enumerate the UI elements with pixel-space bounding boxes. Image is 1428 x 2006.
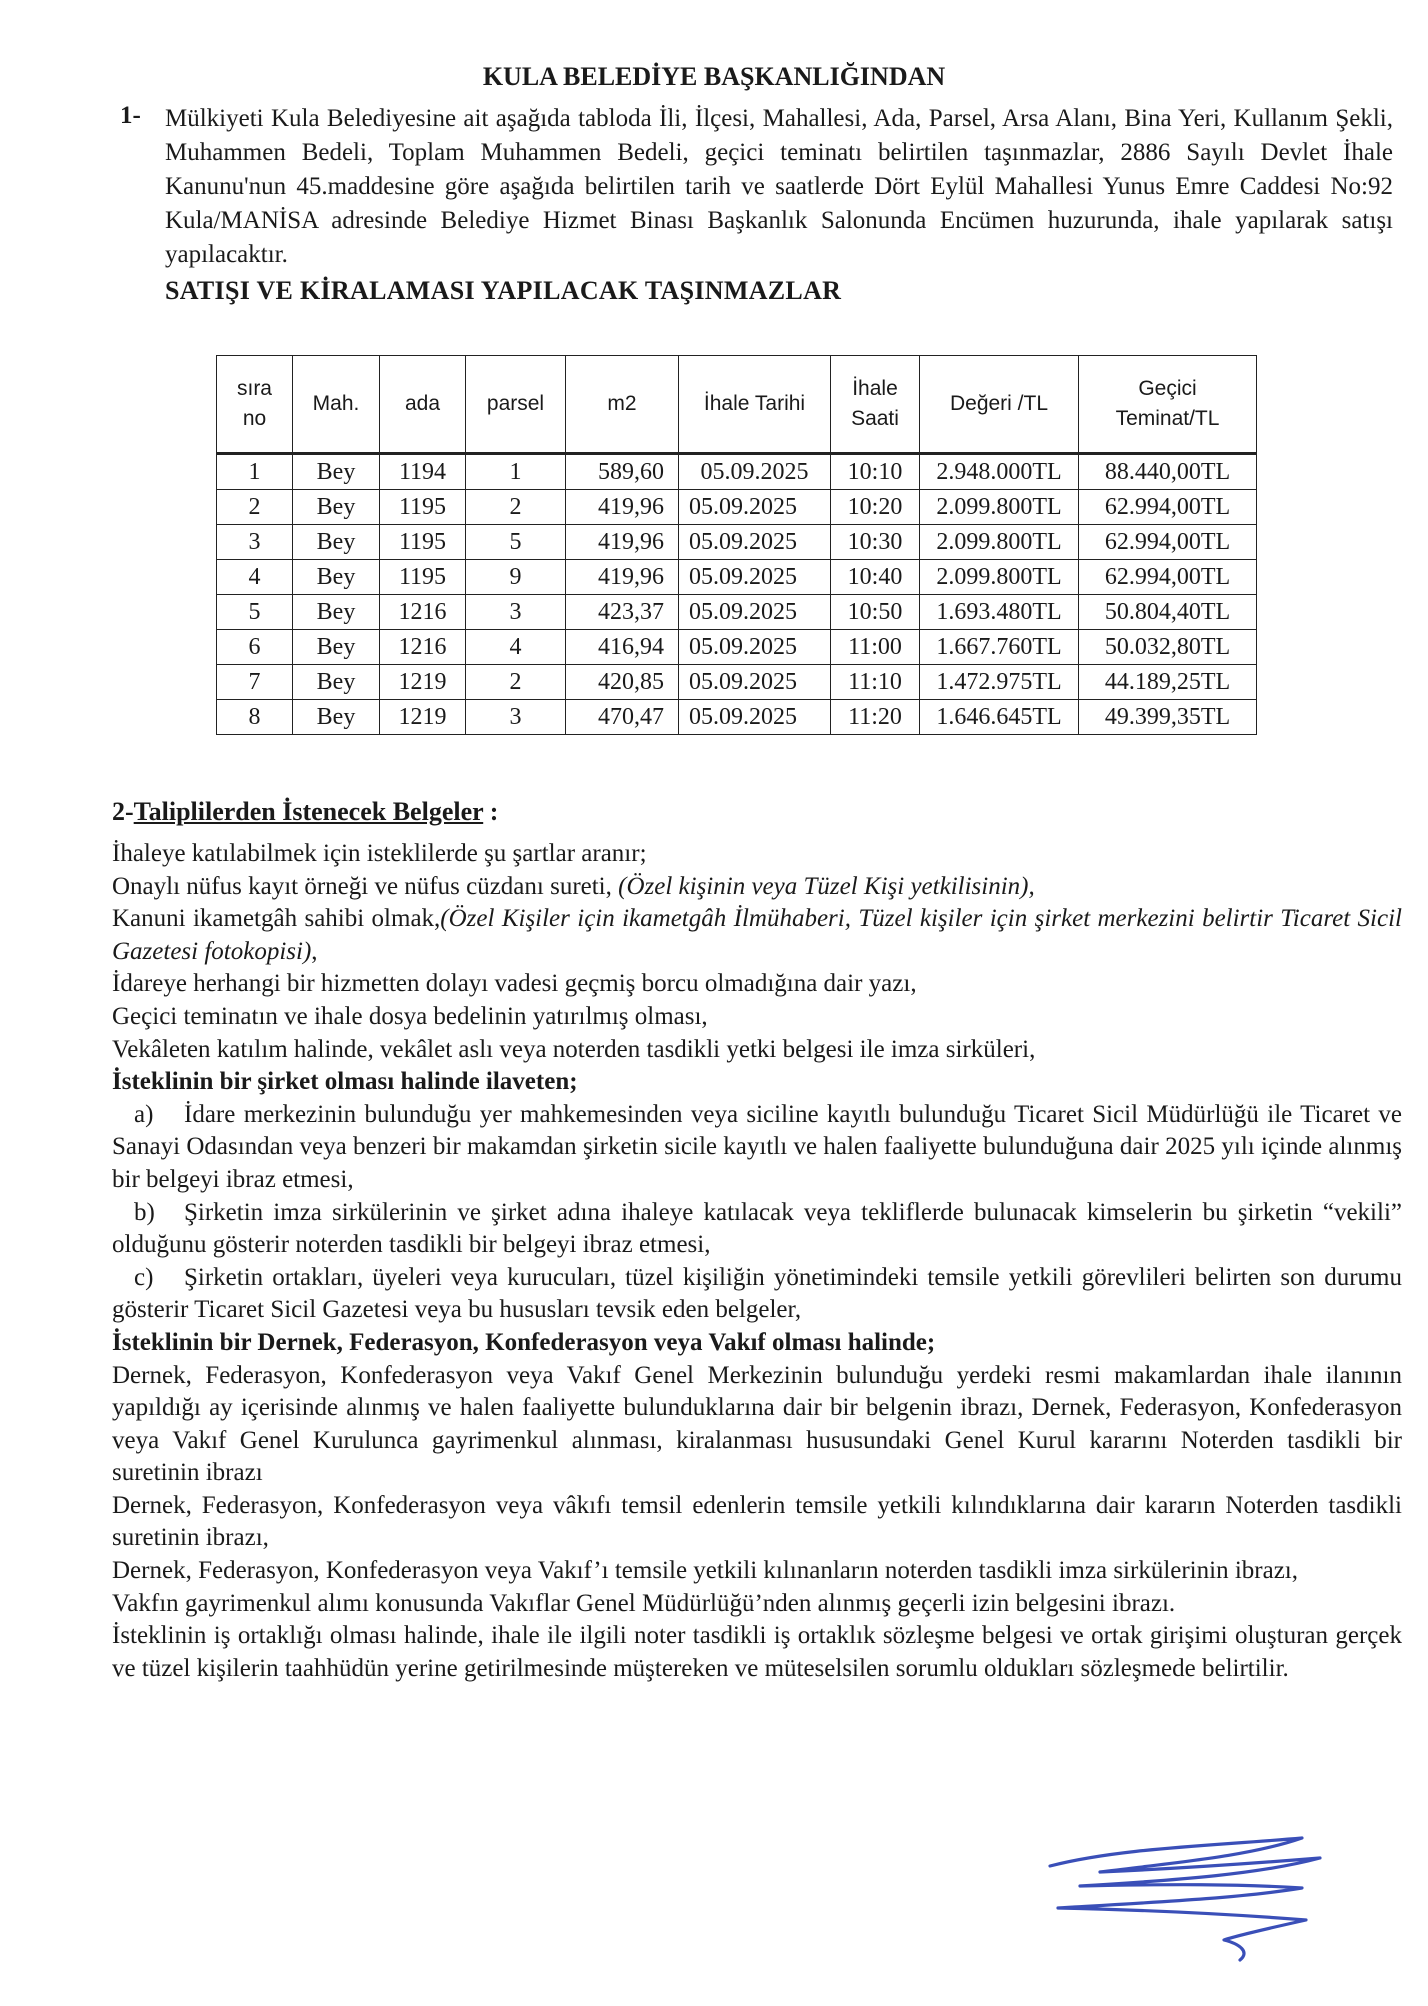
cell-tarih: 05.09.2025 (679, 525, 831, 560)
cell-deger: 2.099.800TL (920, 560, 1079, 595)
cell-teminat: 62.994,00TL (1079, 560, 1257, 595)
cell-deger: 1.693.480TL (920, 595, 1079, 630)
cell-ada: 1195 (380, 560, 466, 595)
association-requirement: Dernek, Federasyon, Konfederasyon veya Vakıf Genel Merkezinin bulunduğu yerdeki resmi makamlardan ihale ilanının yapıldığı ay içerisinde alınmış ve halen faaliyette bulunduklarına dair bir belgenin ibrazı, Dernek, Federasyon, Konfederasyon veya Vakıf Genel Kurulunca gayrimenkul alınması, kiralanması hususundaki Genel Kurul kararını Noterden tasdikli bir suretinin ibrazı (112, 1361, 1402, 1487)
association-heading: İsteklinin bir Dernek, Federasyon, Konfederasyon veya Vakıf olması halinde; (112, 1328, 936, 1356)
cell-mah: Bey (293, 700, 380, 735)
header-degeri: Değeri /TL (920, 356, 1079, 454)
cell-no: 1 (217, 454, 293, 490)
cell-ada: 1219 (380, 665, 466, 700)
cell-no: 5 (217, 595, 293, 630)
cell-ada: 1194 (380, 454, 466, 490)
cell-saat: 10:50 (831, 595, 920, 630)
table-row (217, 454, 1257, 490)
cell-deger: 2.948.000TL (920, 454, 1079, 490)
requirement-paragraph: Kanuni ikametgâh sahibi olmak,(Özel Kişiler için ikametgâh İlmühaberi, Tüzel kişiler için şirket merkezini belirtir Ticaret Sicil Gazetesi fotokopisi), (112, 905, 1402, 965)
cell-saat: 11:10 (831, 665, 920, 700)
cell-no: 2 (217, 490, 293, 525)
cell-ada: 1216 (380, 595, 466, 630)
cell-saat: 10:10 (831, 454, 920, 490)
cell-teminat: 44.189,25TL (1079, 665, 1257, 700)
joint-venture-requirement: İsteklinin iş ortaklığı olması halinde, ihale ile ilgili noter tasdikli iş ortaklık sözleşme belgesi ve ortak girişimi oluşturan gerçek ve tüzel kişilerin taahhüdün yerine getirilmesinde müştereken ve müteselsilen sorumlu oldukları sözleşmede belirtilir. (112, 1622, 1402, 1682)
header-parsel: parsel (466, 356, 566, 454)
cell-tarih: 05.09.2025 (679, 454, 831, 490)
cell-parsel: 5 (466, 525, 566, 560)
requirement-paragraph: Vekâleten katılım halinde, vekâlet aslı veya noterden tasdikli yetki belgesi ile imza sirküleri, (112, 1035, 1036, 1063)
header-gecici-teminat: Geçici Teminat/TL (1079, 356, 1257, 454)
cell-m2: 419,96 (566, 560, 679, 595)
cell-tarih: 05.09.2025 (679, 595, 831, 630)
cell-saat: 10:20 (831, 490, 920, 525)
cell-ada: 1219 (380, 700, 466, 735)
table-row (217, 630, 1257, 665)
cell-parsel: 1 (466, 454, 566, 490)
cell-parsel: 9 (466, 560, 566, 595)
cell-no: 3 (217, 525, 293, 560)
cell-parsel: 2 (466, 665, 566, 700)
requirements-heading: 2-Taliplilerden İstenecek Belgeler : (112, 797, 499, 826)
item-number: 1- (120, 102, 141, 129)
intro-paragraph: Mülkiyeti Kula Belediyesine ait aşağıda tabloda İli, İlçesi, Mahallesi, Ada, Parsel, Arsa Alanı, Bina Yeri, Kullanım Şekli, Muhammen Bedeli, Toplam Muhammen Bedeli, geçici teminatı belirtilen taşınmazlar, 2886 Sayılı Devlet İhale Kanunu'nun 45.maddesine göre aşağıda belirtilen tarih ve saatlerde Dört Eylül Mahallesi Yunus Emre Caddesi No:92 Kula/MANİSA adresinde Belediye Hizmet Binası Başkanlık Salonunda Encümen huzurunda, ihale yapılarak satışı yapılacaktır. (165, 105, 1393, 268)
handwritten-signature (1040, 1828, 1340, 1968)
table-title: SATIŞI VE KİRALAMASI YAPILACAK TAŞINMAZLAR (165, 276, 842, 305)
cell-deger: 1.472.975TL (920, 665, 1079, 700)
cell-saat: 10:30 (831, 525, 920, 560)
requirement-paragraph: Geçici teminatın ve ihale dosya bedelinin yatırılmış olması, (112, 1002, 708, 1030)
header-mah: Mah. (293, 356, 380, 454)
cell-tarih: 05.09.2025 (679, 700, 831, 735)
cell-tarih: 05.09.2025 (679, 490, 831, 525)
header-ada: ada (380, 356, 466, 454)
requirement-paragraph: İdareye herhangi bir hizmetten dolayı vadesi geçmiş borcu olmadığına dair yazı, (112, 970, 917, 998)
cell-mah: Bey (293, 525, 380, 560)
cell-m2: 419,96 (566, 490, 679, 525)
cell-deger: 1.646.645TL (920, 700, 1079, 735)
cell-mah: Bey (293, 595, 380, 630)
cell-tarih: 05.09.2025 (679, 560, 831, 595)
header-m2: m2 (566, 356, 679, 454)
cell-saat: 10:40 (831, 560, 920, 595)
cell-teminat: 88.440,00TL (1079, 454, 1257, 490)
cell-m2: 423,37 (566, 595, 679, 630)
company-requirement-c: c) Şirketin ortakları, üyeleri veya kurucuları, tüzel kişiliğin yönetimindeki temsile yetkili görevlileri belirten son durumu gösterir Ticaret Sicil Gazetesi veya bu hususları tevsik eden belgeler, (112, 1263, 1402, 1324)
cell-m2: 589,60 (566, 454, 679, 490)
document-title: KULA BELEDİYE BAŞKANLIĞINDAN (482, 62, 946, 91)
header-ihale-tarihi: İhale Tarihi (679, 356, 831, 454)
property-table (216, 355, 1257, 735)
cell-tarih: 05.09.2025 (679, 630, 831, 665)
cell-m2: 470,47 (566, 700, 679, 735)
requirement-paragraph: Onaylı nüfus kayıt örneği ve nüfus cüzdanı sureti, (Özel kişinin veya Tüzel Kişi yetkilisinin), (112, 872, 1035, 900)
cell-no: 6 (217, 630, 293, 665)
table-row (217, 490, 1257, 525)
table-row (217, 595, 1257, 630)
association-requirement: Dernek, Federasyon, Konfederasyon veya vâkıfı temsil edenlerin temsile yetkili kılındıklarına dair kararın Noterden tasdikli suretinin ibrazı, (112, 1491, 1402, 1552)
company-heading: İsteklinin bir şirket olması halinde ilaveten; (112, 1068, 578, 1096)
header-sira: sıra no (217, 356, 293, 454)
requirement-paragraph: İhaleye katılabilmek için isteklilerde şu şartlar aranır; (112, 840, 647, 867)
table-header-row (217, 356, 1257, 454)
cell-teminat: 50.032,80TL (1079, 630, 1257, 665)
cell-parsel: 4 (466, 630, 566, 665)
cell-saat: 11:00 (831, 630, 920, 665)
cell-m2: 419,96 (566, 525, 679, 560)
table-row (217, 665, 1257, 700)
cell-mah: Bey (293, 630, 380, 665)
cell-teminat: 49.399,35TL (1079, 700, 1257, 735)
cell-ada: 1195 (380, 490, 466, 525)
cell-parsel: 3 (466, 700, 566, 735)
cell-teminat: 62.994,00TL (1079, 490, 1257, 525)
table-row (217, 525, 1257, 560)
cell-mah: Bey (293, 490, 380, 525)
association-requirement: Vakfın gayrimenkul alımı konusunda Vakıflar Genel Müdürlüğü’nden alınmış geçerli izin belgesini ibrazı. (112, 1589, 1176, 1617)
cell-saat: 11:20 (831, 700, 920, 735)
signature-stroke (1050, 1838, 1320, 1960)
cell-parsel: 2 (466, 490, 566, 525)
table-row (217, 700, 1257, 735)
cell-teminat: 50.804,40TL (1079, 595, 1257, 630)
cell-teminat: 62.994,00TL (1079, 525, 1257, 560)
cell-deger: 1.667.760TL (920, 630, 1079, 665)
cell-parsel: 3 (466, 595, 566, 630)
cell-mah: Bey (293, 665, 380, 700)
requirements-body (112, 838, 1402, 1685)
table-row (217, 560, 1257, 595)
cell-ada: 1216 (380, 630, 466, 665)
cell-tarih: 05.09.2025 (679, 665, 831, 700)
cell-mah: Bey (293, 560, 380, 595)
cell-m2: 420,85 (566, 665, 679, 700)
company-requirement-a: a) İdare merkezinin bulunduğu yer mahkemesinden veya siciline kayıtlı bulunduğu Ticaret Sicil Müdürlüğü ile Ticaret ve Sanayi Odasından veya benzeri bir makamdan şirketin sicile kayıtlı ve halen faaliyette bulunduğuna dair 2025 yılı içinde alınmış bir belgeyi ibraz etmesi, (112, 1100, 1402, 1193)
cell-deger: 2.099.800TL (920, 525, 1079, 560)
cell-ada: 1195 (380, 525, 466, 560)
company-requirement-b: b) Şirketin imza sirkülerinin ve şirket adına ihaleye katılacak veya tekliflerde bulunacak kimselerin bu şirketin “vekili” olduğunu gösterir noterden tasdikli bir belgeyi ibraz etmesi, (112, 1198, 1402, 1259)
cell-mah: Bey (293, 454, 380, 490)
cell-no: 4 (217, 560, 293, 595)
association-requirement: Dernek, Federasyon, Konfederasyon veya Vakıf’ı temsile yetkili kılınanların noterden tasdikli imza sirkülerinin ibrazı, (112, 1557, 1298, 1585)
header-ihale-saati: İhale Saati (831, 356, 920, 454)
cell-m2: 416,94 (566, 630, 679, 665)
cell-deger: 2.099.800TL (920, 490, 1079, 525)
cell-no: 8 (217, 700, 293, 735)
cell-no: 7 (217, 665, 293, 700)
